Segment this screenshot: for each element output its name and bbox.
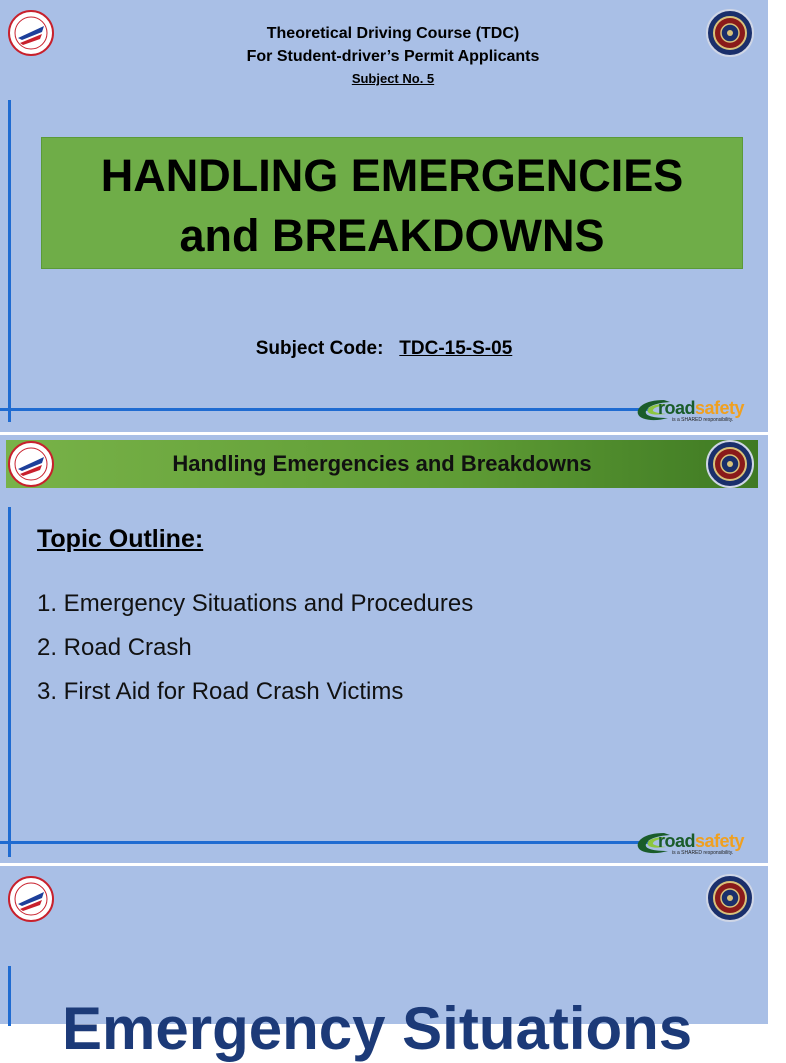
subject-code-row — [0, 338, 768, 360]
horizontal-accent-line — [0, 841, 650, 844]
topic-outline-heading: Topic Outline: — [37, 525, 204, 553]
roadsafety-logo — [634, 829, 758, 859]
title-line-2: and BREAKDOWNS — [179, 210, 605, 261]
subject-code-label: Subject Code: — [255, 338, 384, 359]
slide-2 — [0, 435, 768, 863]
vertical-accent-line — [8, 100, 11, 422]
audience-line: For Student-driver’s Permit Applicants — [246, 48, 540, 65]
course-title: Theoretical Driving Course (TDC) — [266, 25, 520, 42]
dotr-seal-icon — [8, 441, 54, 487]
roadsafety-tagline: is a SHARED responsibility. — [672, 850, 734, 856]
slide-3 — [0, 866, 768, 1062]
topic-item: 1. Emergency Situations and Procedures — [37, 590, 474, 617]
subject-number: Subject No. 5 — [351, 71, 435, 86]
slide-1 — [0, 0, 768, 432]
dotr-seal-icon — [8, 876, 54, 922]
roadsafety-road: road — [658, 398, 696, 418]
title-line-1: HANDLING EMERGENCIES — [100, 150, 684, 201]
roadsafety-road: road — [658, 831, 696, 851]
banner-title: Handling Emergencies and Breakdowns — [172, 451, 592, 476]
roadsafety-safety: safety — [695, 398, 745, 418]
roadsafety-logo — [634, 396, 758, 426]
topic-item: 2. Road Crash — [37, 634, 192, 661]
vertical-accent-line — [8, 507, 11, 857]
subject-code-value: TDC-15-S-05 — [399, 338, 513, 359]
roadsafety-safety: safety — [695, 831, 745, 851]
horizontal-accent-line — [0, 408, 650, 411]
lto-seal-icon — [706, 440, 754, 488]
lto-seal-icon — [706, 874, 754, 922]
slide-banner — [6, 440, 758, 488]
vertical-accent-line — [8, 966, 11, 1026]
slide-3-title: Emergency Situations — [62, 995, 693, 1062]
roadsafety-tagline: is a SHARED responsibility. — [672, 417, 734, 423]
title-box — [41, 137, 743, 269]
topic-item: 3. First Aid for Road Crash Victims — [37, 678, 404, 705]
